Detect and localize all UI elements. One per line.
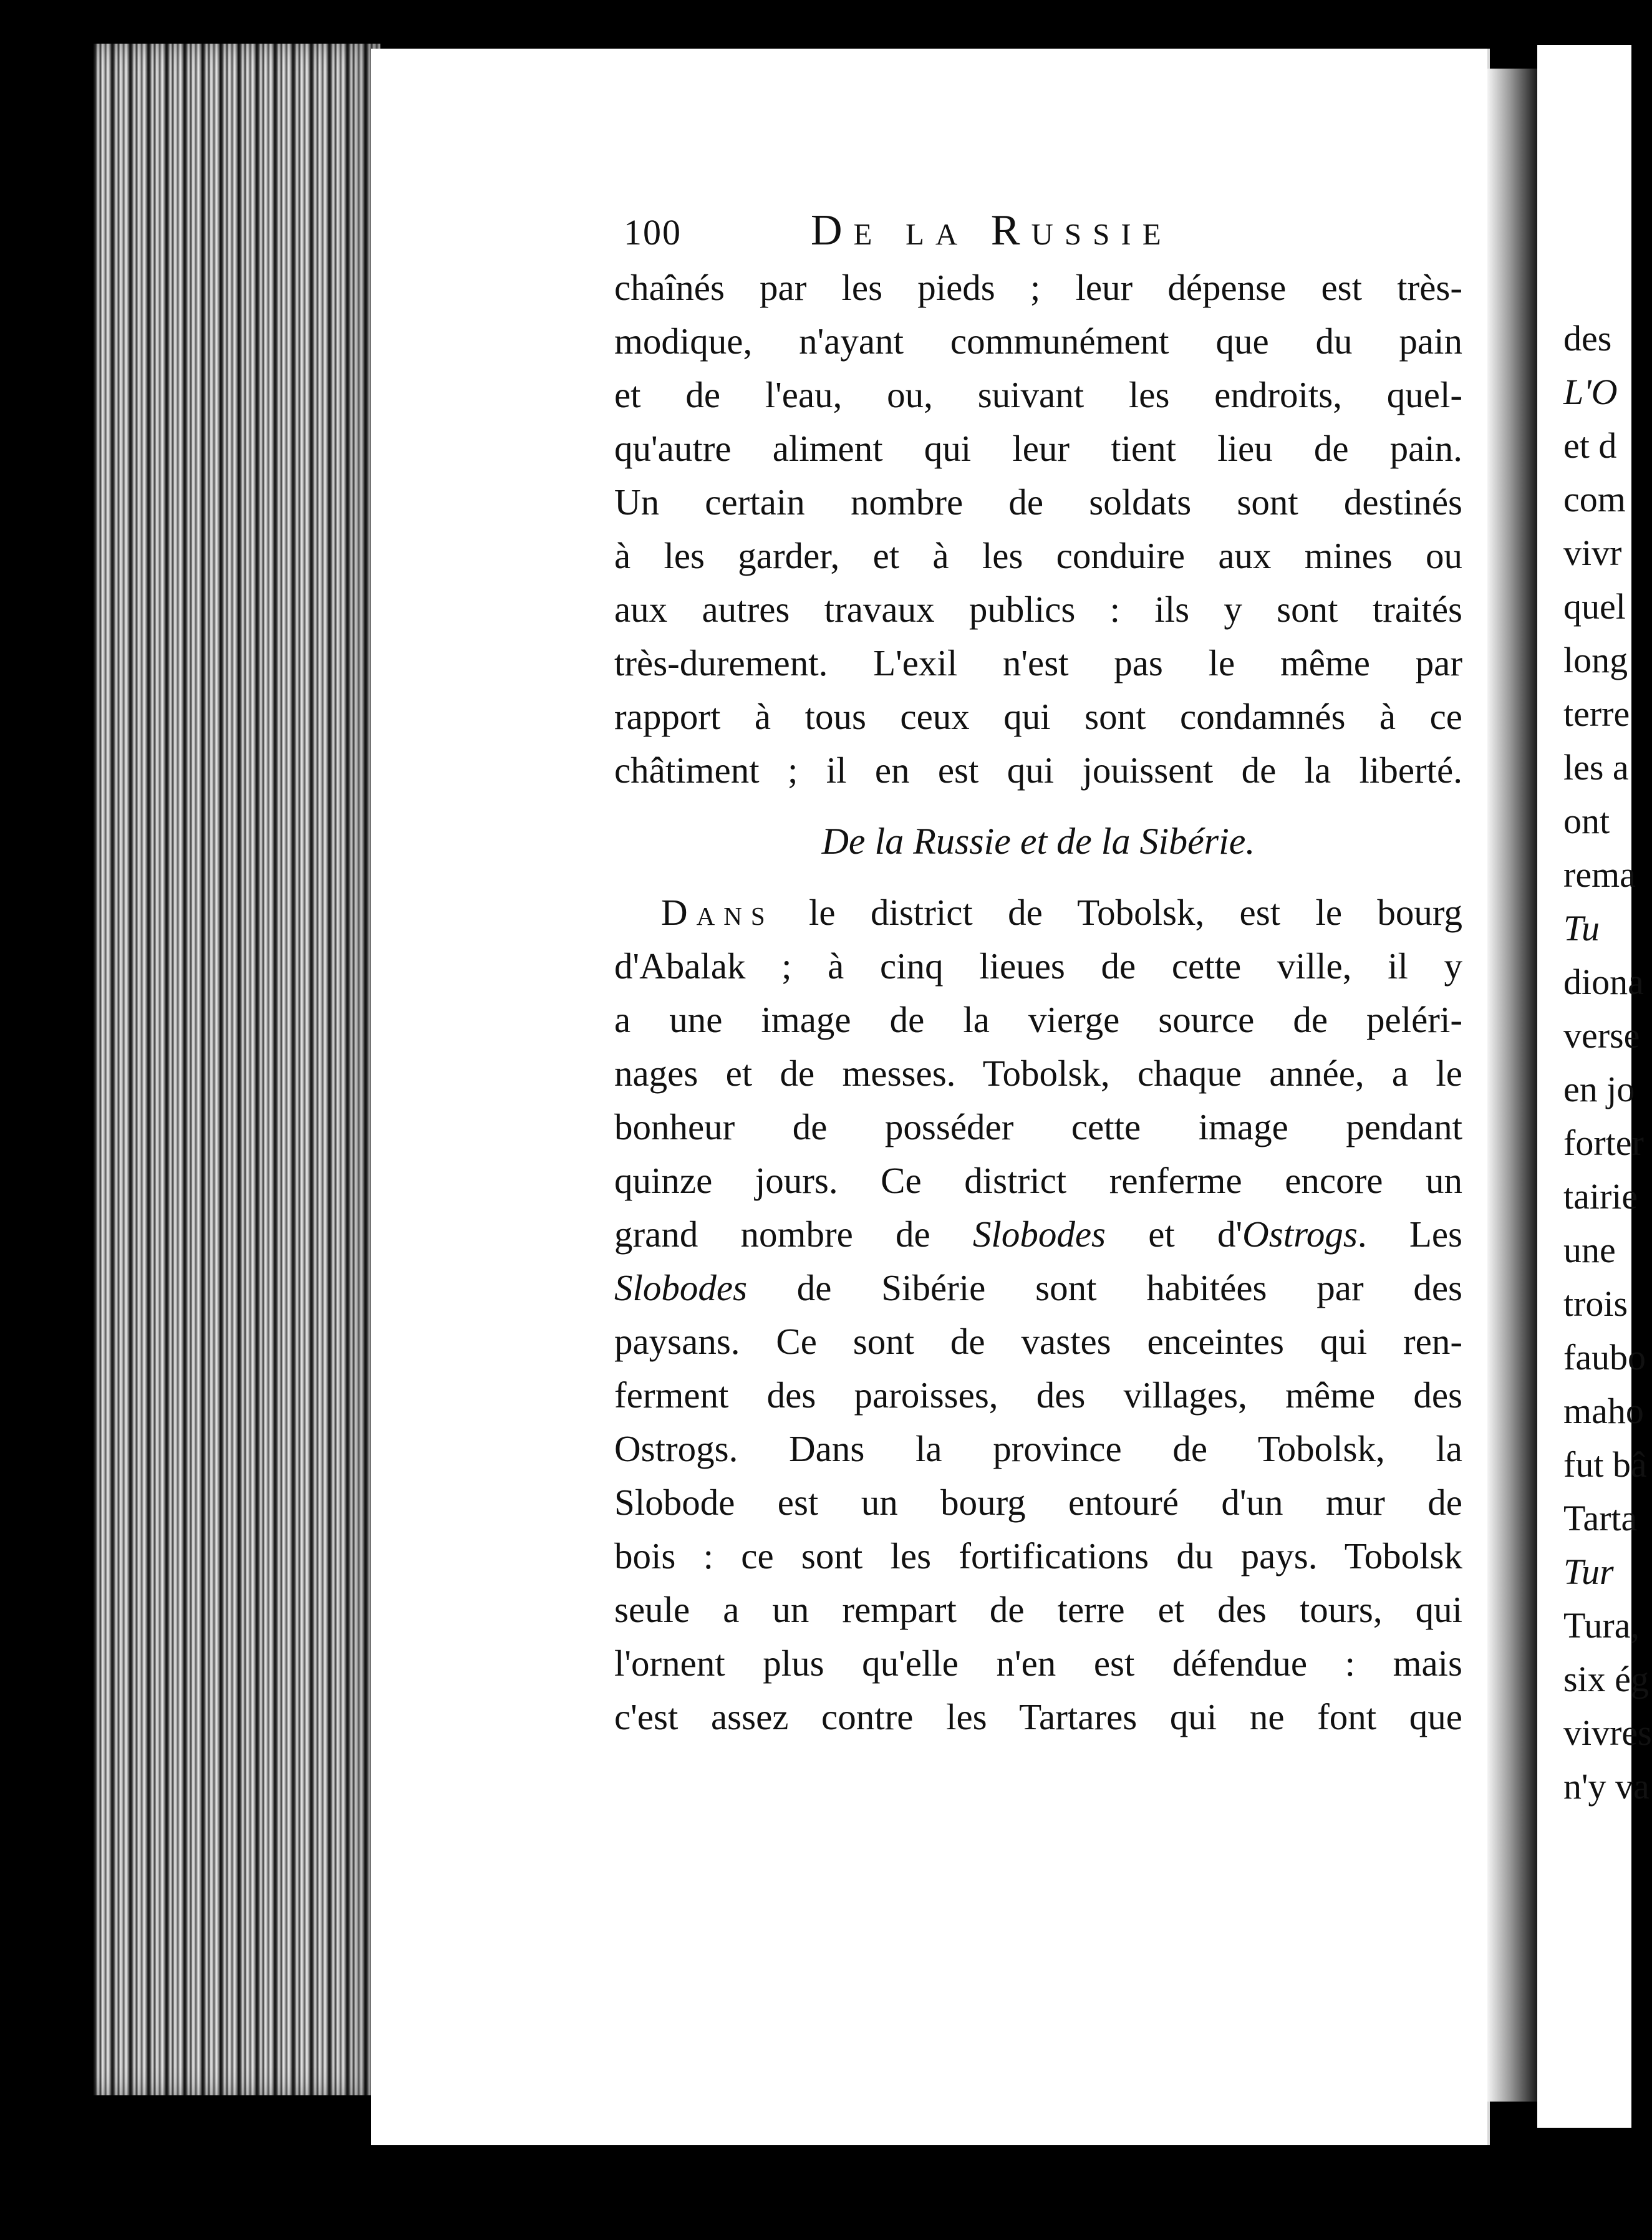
right-page-fragment: L'O [1563, 372, 1618, 412]
text-line: nages et de messes. Tobolsk, chaque année, a le [614, 1053, 1462, 1094]
text-line: aux autres travaux publics : ils y sont traités [614, 589, 1462, 630]
running-title: De la Russie [811, 206, 1172, 254]
text-line: et de l'eau, ou, suivant les endroits, quel- [614, 374, 1462, 415]
italic-term: Slobodes [972, 1214, 1106, 1255]
text-line: à les garder, et à les conduire aux mines ou [614, 535, 1462, 576]
text-span: grand nombre de [614, 1214, 973, 1255]
italic-term: Slobodes [614, 1267, 748, 1308]
text-line: paysans. Ce sont de vastes enceintes qui ren- [614, 1321, 1462, 1362]
text-line: l'ornent plus qu'elle n'en est défendue : mais [614, 1643, 1462, 1684]
right-page-fragment: Tarta [1563, 1498, 1638, 1538]
right-page-fragment: long [1563, 640, 1628, 680]
right-page-fragment: faubo [1563, 1337, 1646, 1378]
text-line: d'Abalak ; à cinq lieues de cette ville, il y [614, 945, 1462, 987]
right-page-fragment: et d [1563, 425, 1617, 466]
text-line: châtiment ; il en est qui jouissent de la liberté. [614, 750, 1462, 791]
right-page-fragment: diona [1563, 962, 1644, 1002]
page-number: 100 [624, 212, 682, 253]
running-head [624, 206, 1466, 256]
text-line: qu'autre aliment qui leur tient lieu de pain. [614, 428, 1462, 469]
right-page-fragment: six ég [1563, 1659, 1649, 1699]
right-page-fragment: rema [1563, 854, 1636, 895]
text-span: de Sibérie sont habitées par des [747, 1267, 1462, 1308]
right-page-fragment: vivres [1563, 1712, 1652, 1753]
text-line: Slobode est un bourg entouré d'un mur de [614, 1482, 1462, 1523]
right-page-fragment: une [1563, 1230, 1616, 1270]
text-line: c'est assez contre les Tartares qui ne font que [614, 1696, 1462, 1737]
text-line: modique, n'ayant communément que du pain [614, 321, 1462, 362]
right-page-fragment: Tura, [1563, 1605, 1640, 1646]
right-page-fragment: vivr [1563, 533, 1622, 573]
right-page-fragment: maho [1563, 1391, 1644, 1431]
section-heading: De la Russie et de la Sibérie. [821, 821, 1255, 862]
right-page-fragment: tairie [1563, 1176, 1638, 1217]
text-line: a une image de la vierge source de peléri- [614, 999, 1462, 1040]
text-line: seule a un rempart de terre et des tours, qui [614, 1589, 1462, 1630]
text-span: le district de Tobolsk, est le bourg [773, 892, 1462, 933]
right-page [1537, 45, 1652, 2128]
text-span: et d' [1105, 1214, 1243, 1255]
text-line: Un certain nombre de soldats sont destinés [614, 481, 1462, 523]
right-page-fragment: Tu [1563, 908, 1600, 949]
right-page-fragment: en jo [1563, 1069, 1635, 1109]
text-line: rapport à tous ceux qui sont condamnés à ce [614, 696, 1462, 737]
text-line: ferment des paroisses, des villages, même des [614, 1374, 1462, 1416]
right-page-text [1563, 312, 1652, 1813]
right-page-fragment: trois [1563, 1283, 1628, 1324]
right-page-fragment: terre [1563, 693, 1630, 734]
book-gutter [1487, 69, 1537, 2102]
book-page-edges [94, 44, 380, 2095]
italic-term: Ostrogs [1242, 1214, 1358, 1255]
main-text [614, 261, 1462, 1744]
text-span: . Les [1357, 1214, 1463, 1255]
right-page-fragment: les a [1563, 747, 1629, 788]
dropcap-word: Dans [661, 892, 774, 933]
text-line: chaînés par les pieds ; leur dépense est très- [614, 267, 1462, 308]
text-line [614, 1261, 1462, 1315]
text-line: Ostrogs. Dans la province de Tobolsk, la [614, 1428, 1462, 1469]
text-line: bois : ce sont les fortifications du pays. Tobolsk [614, 1535, 1462, 1576]
right-page-fragment: verse [1563, 1015, 1640, 1056]
text-line: très-durement. L'exil n'est pas le même par [614, 642, 1462, 683]
right-page-fragment: forter [1563, 1122, 1644, 1163]
text-line: bonheur de posséder cette image pendant [614, 1106, 1462, 1147]
right-page-fragment: Tur [1563, 1552, 1614, 1592]
text-line: quinze jours. Ce district renferme encore un [614, 1160, 1462, 1201]
right-page-fragment: fut bâ [1563, 1444, 1647, 1485]
right-page-fragment: com [1563, 479, 1626, 519]
right-page-fragment: quel [1563, 586, 1626, 627]
text-line [614, 886, 1462, 939]
text-line [614, 1207, 1462, 1261]
right-page-fragment: ont [1563, 801, 1610, 841]
right-page-fragment: n'y va [1563, 1766, 1650, 1807]
right-page-fragment: des [1563, 318, 1612, 359]
